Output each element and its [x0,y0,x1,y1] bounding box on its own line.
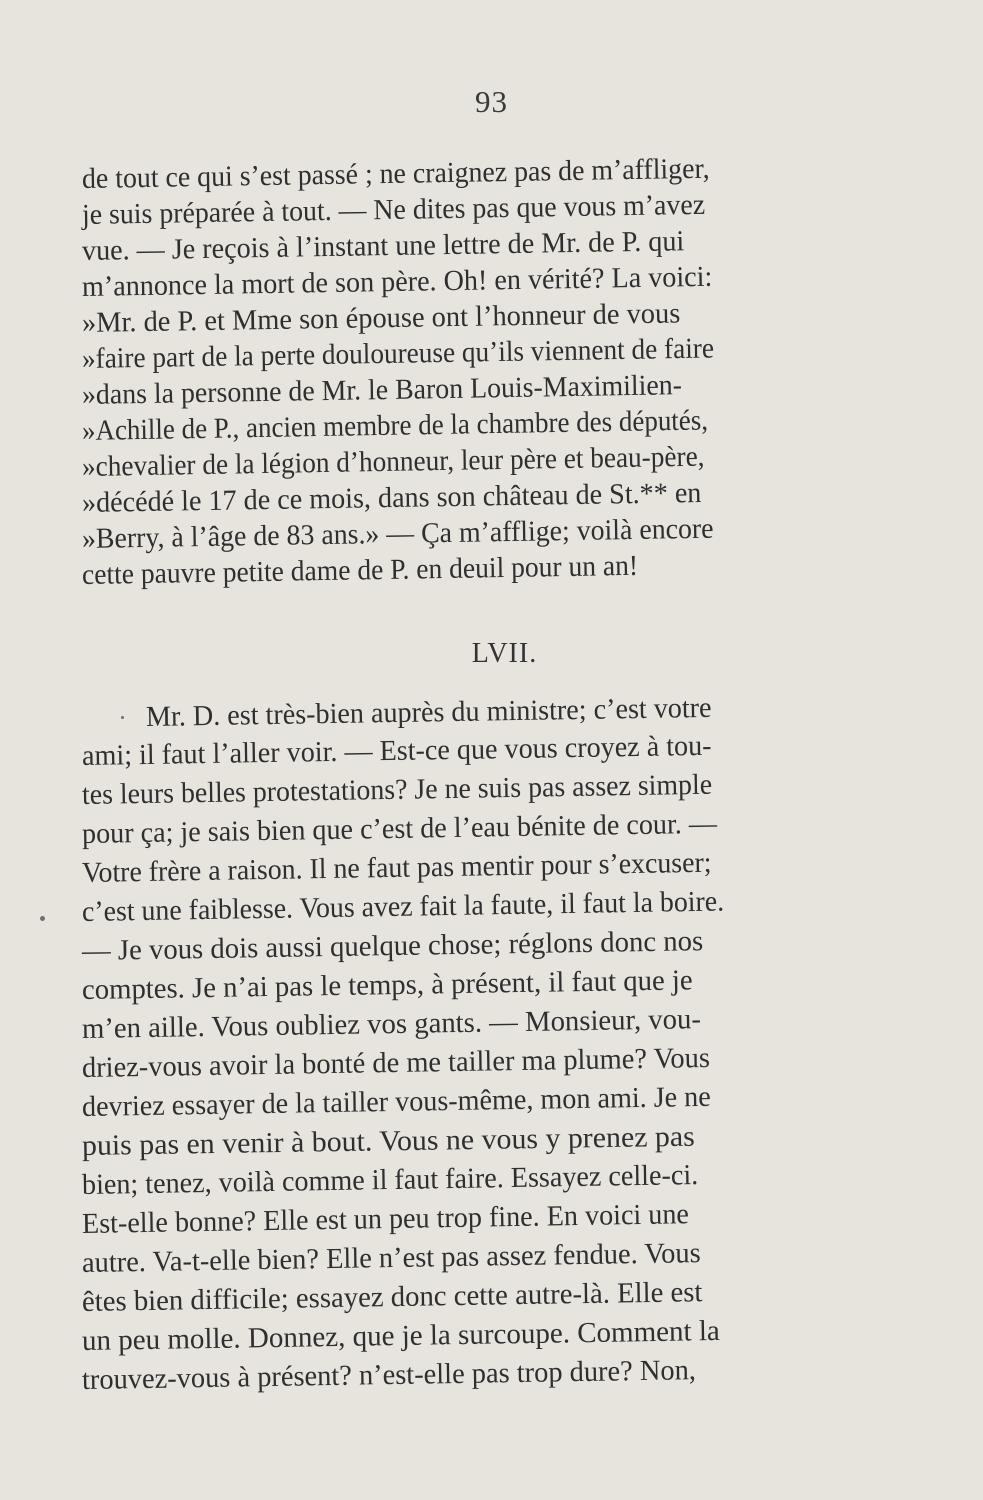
text-line: m’annonce la mort de son père. Oh! en vérité? La voici: [81,260,713,303]
text-line: comptes. Je n’ai pas le temps, à présent, il faut que je [81,964,693,1006]
text-line: vue. — Je reçois à l’instant une lettre de Mr. de P. qui [81,225,685,267]
text-line: »Achille de P., ancien membre de la chambre des députés, [81,404,709,447]
paper-speck [40,916,45,921]
section-heading: LVII. [471,638,538,669]
text-line: »faire part de la perte douloureuse qu’ils viennent de faire [81,332,715,375]
paper-speck [121,716,124,719]
text-line: trouvez-vous à présent? n’est-elle pas trop dure? Non, [81,1354,697,1396]
text-line: »chevalier de la légion d’honneur, leur père et beau-père, [81,440,705,483]
text-line: »dans la personne de Mr. le Baron Louis-Maximilien- [81,369,683,411]
text-line: êtes bien difficile; essayez donc cette autre-là. Elle est [81,1276,703,1318]
text-line: je suis préparée à tout. — Ne dites pas que vous m’avez [81,188,706,231]
text-line: driez-vous avoir la bonté de me tailler ma plume? Vous [81,1041,711,1084]
text-line: »décédé le 17 de ce mois, dans son château de St.** en [81,476,702,519]
text-line: »Berry, à l’âge de 83 ans.» — Ça m’afflige; voilà encore [81,512,714,555]
text-line: »Mr. de P. et Mme son épouse ont l’honneur de vous [81,297,681,339]
text-line: devriez essayer de la tailler vous-même, mon ami. Je ne [81,1080,711,1123]
text-line: autre. Va-t-elle bien? Elle n’est pas assez fendue. Vous [81,1237,701,1279]
text-line: un peu molle. Donnez, que je la surcoupe. Comment la [81,1314,721,1357]
text-line: c’est une faiblesse. Vous avez fait la faute, il faut la boire. [81,885,725,928]
text-line: Est-elle bonne? Elle est un peu trop fine. En voici une [81,1198,690,1240]
text-line: Mr. D. est très-bien auprès du ministre; c’est votre [145,691,712,733]
text-line: tes leurs belles protestations? Je ne suis pas assez simple [81,768,713,811]
text-line: — Je vous dois aussi quelque chose; réglons donc nos [81,925,704,967]
text-line: cette pauvre petite dame de P. en deuil pour un an! [81,549,639,591]
text-line: de tout ce qui s’est passé ; ne craignez pas de m’affliger, [81,152,710,195]
page-number: 93 [475,84,508,119]
text-line: m’en aille. Vous oubliez vos gants. — Monsieur, vou- [81,1003,702,1045]
text-line: puis pas en venir à bout. Vous ne vous y prenez pas [81,1120,695,1162]
text-line: pour ça; je sais bien que c’est de l’eau bénite de cour. — [81,807,718,850]
text-line: bien; tenez, voilà comme il faut faire. Essayez celle-ci. [81,1159,699,1201]
text-line: Votre frère a raison. Il ne faut pas mentir pour s’excuser; [81,846,712,889]
text-line: ami; il faut l’aller voir. — Est-ce que vous croyez à tou- [81,729,712,772]
